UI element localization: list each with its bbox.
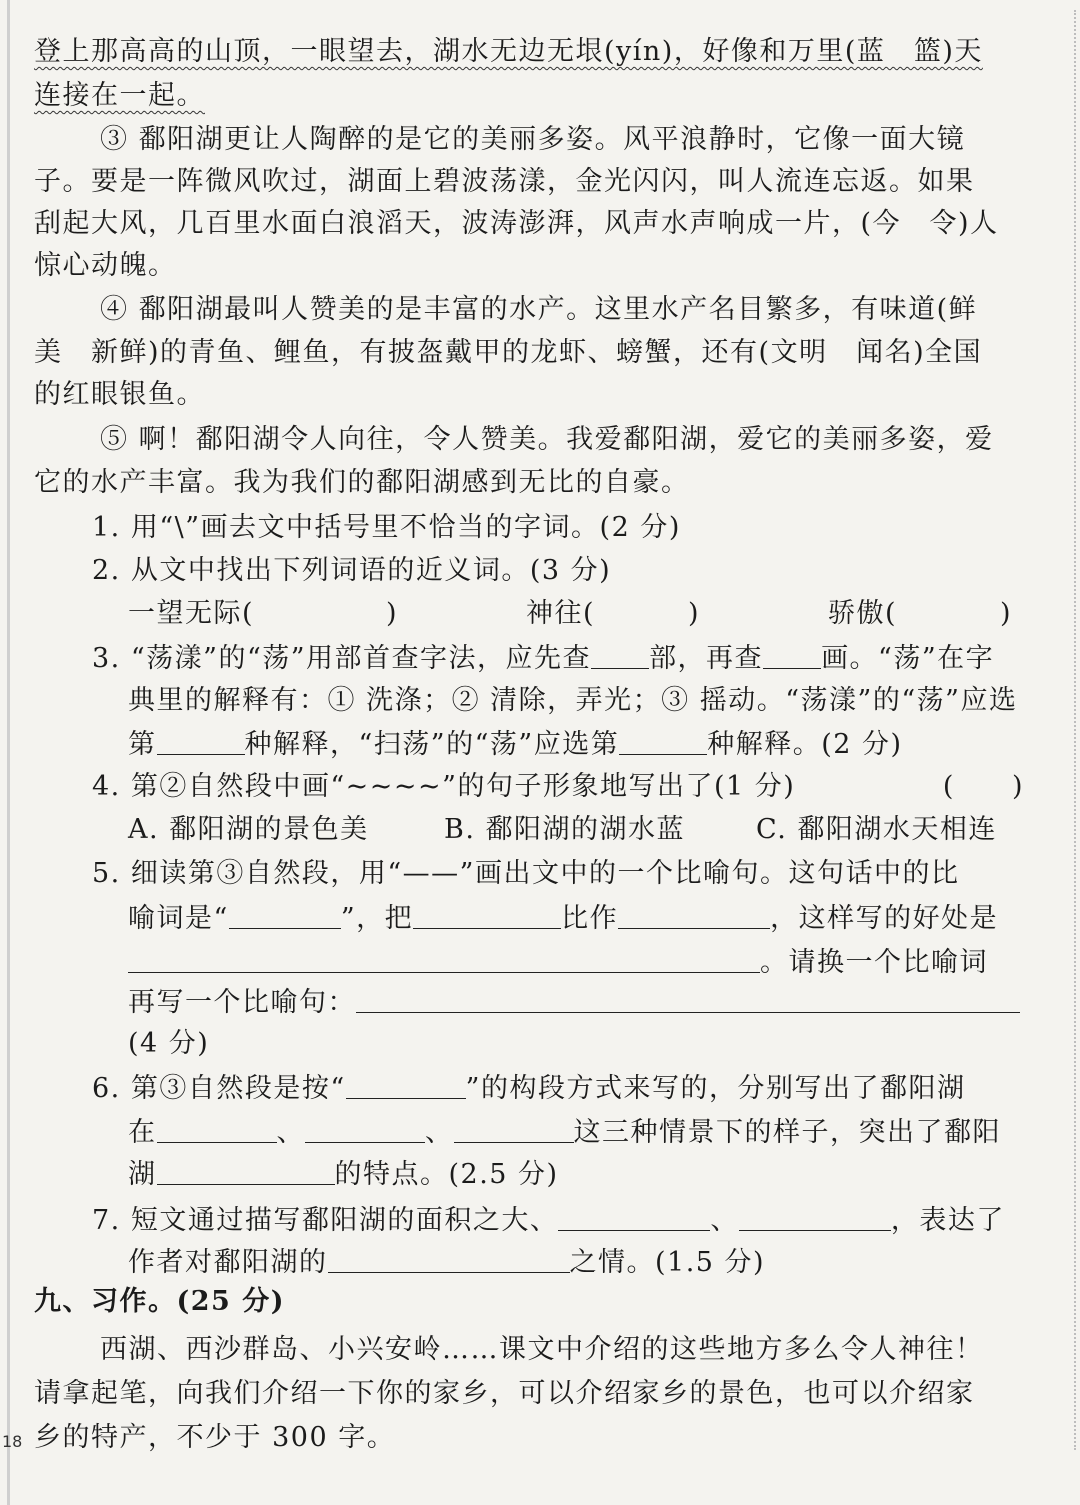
q6-text-c: 在	[128, 1117, 157, 1148]
q6-blank-structure[interactable]	[346, 1068, 466, 1099]
page-edge	[7, 0, 10, 1505]
question-5-line1: 5. 细读第③自然段，用“——”画出文中的一个比喻句。这句话中的比	[92, 858, 960, 889]
passage-p5-line1: ⑤ 啊！鄱阳湖令人向往，令人赞美。我爱鄱阳湖，爱它的美丽多姿，爱	[100, 424, 994, 455]
question-5-line4	[128, 982, 1024, 1023]
q3-blank-strokes[interactable]	[763, 638, 821, 669]
question-4	[92, 767, 1024, 807]
passage-p3-line4: 惊心动魄。	[34, 250, 177, 281]
passage-p3-line2: 子。要是一阵微风吹过，湖面上碧波荡漾，金光闪闪，叫人流连忘返。如果	[34, 166, 975, 197]
q5-blank-subject[interactable]	[413, 898, 561, 929]
page-number: 18	[2, 1432, 23, 1451]
wavy-sentence: 连接在一起。	[34, 80, 205, 111]
q6-text-f: 的特点。(2.5 分)	[334, 1159, 559, 1190]
q3-text-e: 种解释，“扫荡”的“荡”应选第	[244, 729, 620, 760]
wavy-sentence: 登上那高高的山顶，一眼望去，湖水无边无垠(yín)，好像和万里(蓝 篮)天	[34, 36, 983, 67]
question-6-line3	[128, 1154, 1024, 1195]
q7-text-b: ，表达了	[890, 1205, 1005, 1236]
q3-blank-radical[interactable]	[591, 638, 649, 669]
q4-option-b[interactable]: B. 鄱阳湖的湖水蓝	[444, 814, 686, 845]
composition-line3: 乡的特产，不少于 300 字。	[34, 1422, 396, 1453]
question-7-line1	[92, 1200, 1024, 1241]
q2-word-1: 一望无际(	[128, 598, 255, 629]
question-6-line2	[128, 1112, 1024, 1153]
q4-option-a[interactable]: A. 鄱阳湖的景色美	[128, 814, 369, 845]
passage-p4-line3: 的红眼银鱼。	[34, 379, 205, 410]
q6-blank-scene-1[interactable]	[157, 1112, 277, 1143]
q7-text-c: 作者对鄱阳湖的	[128, 1247, 328, 1278]
q5-blank-metaphor-word[interactable]	[229, 898, 341, 929]
question-3-line3	[128, 724, 1024, 765]
q6-blank-scene-3[interactable]	[454, 1112, 574, 1143]
q5-blank-object[interactable]	[618, 898, 770, 929]
question-1: 1. 用“\”画去文中括号里不恰当的字词。(2 分)	[92, 512, 681, 543]
q7-sep: 、	[710, 1205, 739, 1236]
q6-text-d: 这三种情景下的样子，突出了鄱阳	[573, 1117, 1001, 1148]
question-7-line2	[128, 1242, 1024, 1283]
q5-text-e: 。请换一个比喻词	[760, 947, 988, 978]
q5-blank-new-sentence[interactable]	[356, 982, 1020, 1013]
q2-close-1: )	[386, 598, 399, 629]
q3-text-d: 第	[128, 729, 157, 760]
passage-line	[34, 76, 1024, 116]
q3-blank-meaning-2[interactable]	[619, 724, 707, 755]
passage-p3-line1: ③ 鄱阳湖更让人陶醉的是它的美丽多姿。风平浪静时，它像一面大镜	[100, 124, 966, 155]
q4-answer-paren[interactable]: ( )	[942, 771, 1024, 802]
q5-text-a: 喻词是“	[128, 903, 229, 934]
q5-blank-benefit[interactable]	[128, 942, 760, 973]
q7-blank-feeling[interactable]	[328, 1242, 570, 1273]
composition-line1: 西湖、西沙群岛、小兴安岭……课文中介绍的这些地方多么令人神往！	[100, 1334, 984, 1365]
q2-close-2: )	[688, 598, 701, 629]
q2-word-2: 神往(	[526, 598, 596, 629]
q5-text-f: 再写一个比喻句：	[128, 987, 356, 1018]
q3-text-c: 画。“荡”在字	[821, 643, 995, 674]
q7-blank-2[interactable]	[739, 1200, 891, 1231]
q5-text-b: ”，把	[340, 903, 414, 934]
passage-p4-line2: 美 新鲜)的青鱼、鲤鱼，有披盔戴甲的龙虾、螃蟹，还有(文明 闻名)全国	[34, 337, 983, 368]
q7-text-a: 7. 短文通过描写鄱阳湖的面积之大、	[92, 1205, 559, 1236]
q6-blank-feature[interactable]	[157, 1154, 335, 1185]
q3-text-a: 3. “荡漾”的“荡”用部首查字法，应先查	[92, 643, 592, 674]
q7-text-d: 之情。(1.5 分)	[569, 1247, 766, 1278]
passage-p5-line2: 它的水产丰富。我为我们的鄱阳湖感到无比的自豪。	[34, 467, 690, 498]
q3-text-f: 种解释。(2 分)	[707, 729, 903, 760]
q4-option-c[interactable]: C. 鄱阳湖水天相连	[756, 814, 997, 845]
q6-blank-scene-2[interactable]	[305, 1112, 425, 1143]
q3-text-b: 部，再查	[649, 643, 764, 674]
page-edge-right	[1074, 10, 1076, 1450]
q6-text-b: ”的构段方式来写的，分别写出了鄱阳湖	[465, 1073, 966, 1104]
question-3-line2: 典里的解释有：① 洗涤；② 清除，弄光；③ 摇动。“荡漾”的“荡”应选	[128, 685, 1018, 716]
q7-blank-1[interactable]	[558, 1200, 710, 1231]
question-5-score: (4 分)	[128, 1028, 210, 1059]
question-5-line3	[128, 942, 1024, 983]
q5-text-d: ，这样写的好处是	[770, 903, 999, 934]
q6-sep-1: 、	[276, 1117, 305, 1148]
question-3-line1	[92, 638, 1024, 679]
question-2: 2. 从文中找出下列词语的近义词。(3 分)	[92, 555, 612, 586]
q5-text-c: 比作	[561, 903, 619, 934]
question-6-line1	[92, 1068, 1024, 1109]
q2-word-3: 骄傲(	[828, 598, 898, 629]
q4-text: 4. 第②自然段中画“~~~~”的句子形象地写出了(1 分)	[92, 771, 796, 802]
q6-text-a: 6. 第③自然段是按“	[92, 1073, 346, 1104]
q6-sep-2: 、	[425, 1117, 454, 1148]
composition-heading: 九、习作。(25 分)	[34, 1286, 286, 1317]
passage-p4-line1: ④ 鄱阳湖最叫人赞美的是丰富的水产。这里水产名目繁多，有味道(鲜	[100, 294, 978, 325]
q6-text-e: 湖	[128, 1159, 157, 1190]
q2-close-3: )	[1000, 598, 1013, 629]
q3-blank-meaning-1[interactable]	[157, 724, 245, 755]
passage-p3-line3: 刮起大风，几百里水面白浪滔天，波涛澎湃，风声水声响成一片，(今 令)人	[34, 208, 999, 239]
passage-line	[34, 32, 1024, 72]
question-5-line2	[128, 898, 1024, 939]
composition-line2: 请拿起笔，向我们介绍一下你的家乡，可以介绍家乡的景色，也可以介绍家	[34, 1378, 975, 1409]
